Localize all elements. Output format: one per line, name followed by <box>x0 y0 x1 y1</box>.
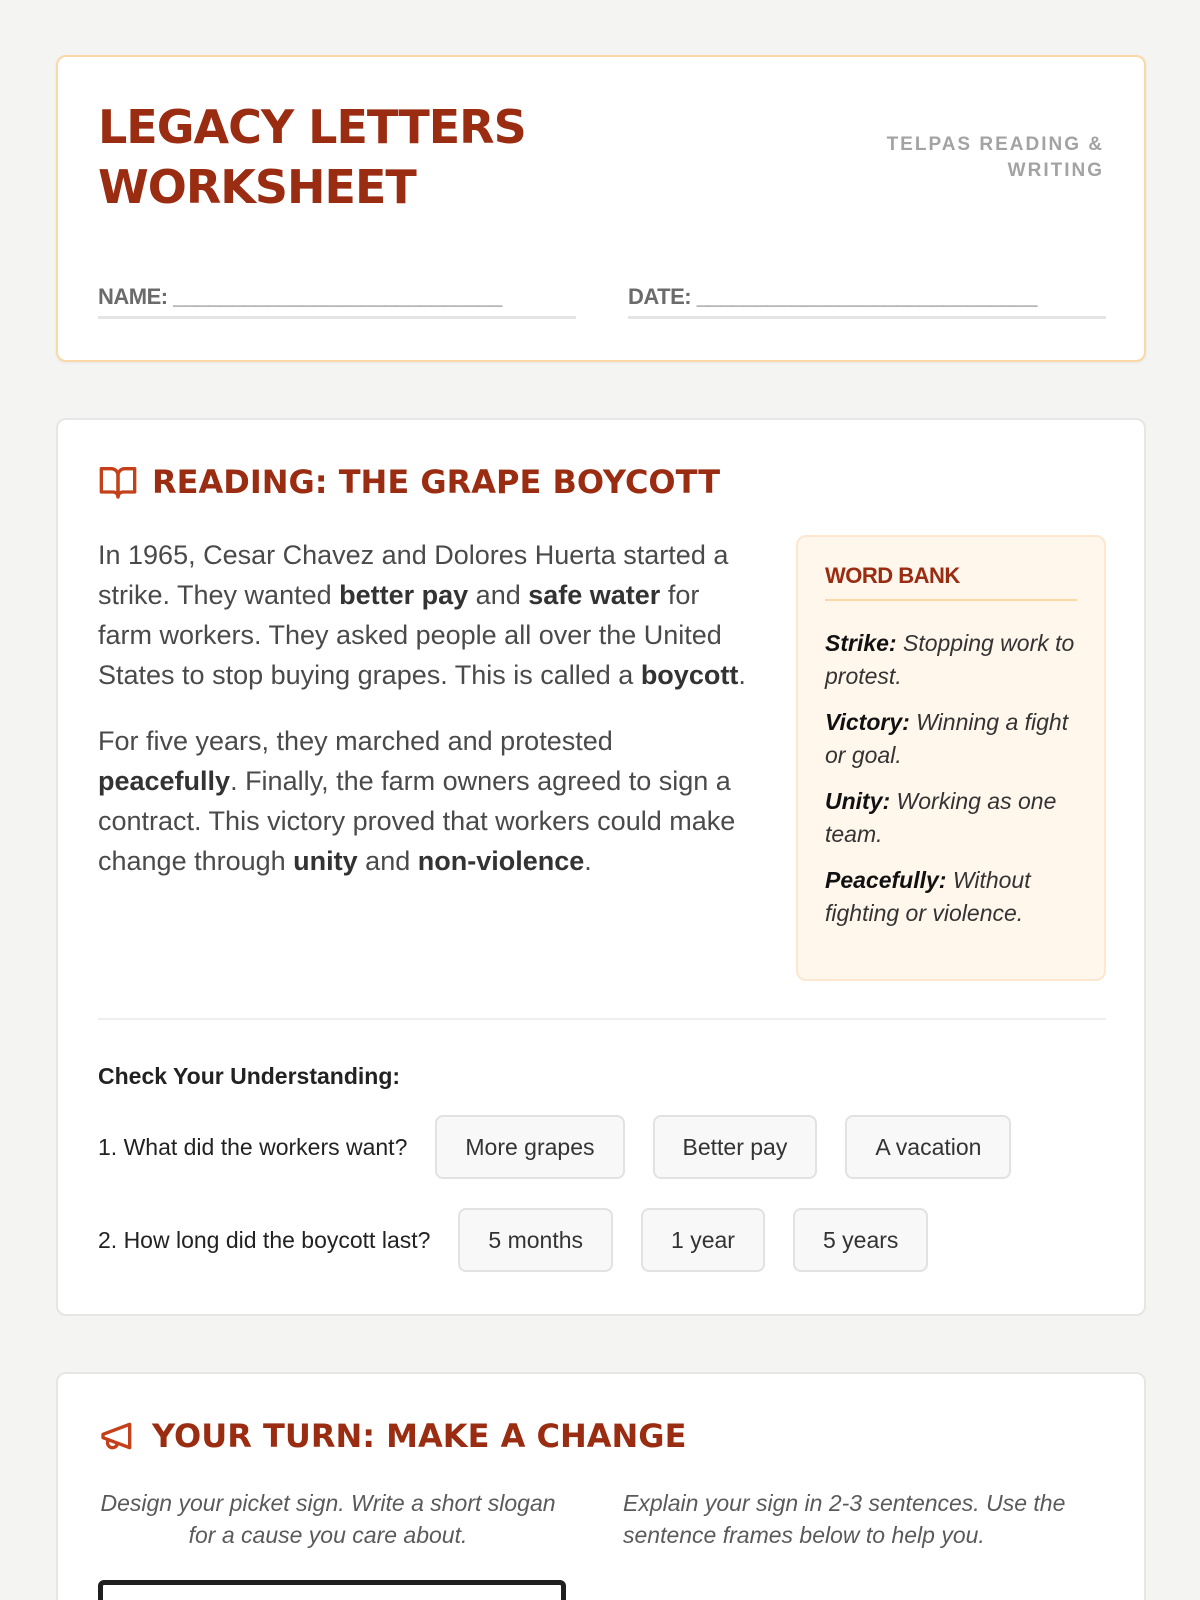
word-bank-item <box>825 864 1077 930</box>
word-bank <box>796 535 1106 981</box>
word-bank-term: Unity: <box>825 788 891 814</box>
answer-option-more-grapes[interactable]: More grapes <box>435 1115 624 1179</box>
answer-option-better-pay[interactable]: Better pay <box>653 1115 818 1179</box>
word-bank-title: WORD BANK <box>825 563 1077 601</box>
passage-text: for farm workers. They asked people all over the United States to stop buying grapes. This is called a <box>98 580 722 690</box>
check-understanding-title: Check Your Understanding: <box>98 1063 401 1089</box>
passage-paragraph <box>98 535 758 695</box>
passage-paragraph <box>98 721 758 881</box>
passage-text: . Finally, the farm owners agreed to sign a contract. This victory proved that workers could make change through <box>98 766 736 876</box>
key-term: peacefully <box>98 766 231 796</box>
passage-text: In 1965, Cesar Chavez and Dolores Huerta started a strike. They wanted <box>98 540 729 610</box>
picket-sign-input[interactable] <box>98 1580 566 1600</box>
key-term: safe water <box>528 580 661 610</box>
divider <box>98 1018 1106 1020</box>
explain-instruction: Explain your sign in 2-3 sentences. Use the sentence frames below to help you. <box>623 1490 1066 1548</box>
key-term: boycott <box>640 660 739 690</box>
question-text: 1. What did the workers want? <box>98 1133 408 1160</box>
your-turn-section-title <box>98 1416 686 1456</box>
book-open-icon <box>98 462 138 502</box>
question-2 <box>98 1208 956 1272</box>
passage-text: and <box>357 846 418 876</box>
word-bank-definition: Stopping work to protest. <box>825 630 1075 689</box>
word-bank-definition: Working as one team. <box>825 788 1057 847</box>
sign-instruction: Design your picket sign. Write a short slogan for a cause you care about. <box>100 1490 556 1548</box>
question-1 <box>98 1115 1039 1179</box>
word-bank-item <box>825 627 1077 693</box>
answer-option-5-months[interactable]: 5 months <box>458 1208 613 1272</box>
word-bank-definition: Winning a fight or goal. <box>825 709 1069 768</box>
passage-text: . <box>738 660 746 690</box>
reading-section-title <box>98 462 720 502</box>
passage-text: . <box>584 846 592 876</box>
reading-title-text: READING: THE GRAPE BOYCOTT <box>152 463 721 501</box>
answer-option-1-year[interactable]: 1 year <box>641 1208 765 1272</box>
your-turn-card <box>56 1372 1146 1600</box>
answer-option-a-vacation[interactable]: A vacation <box>845 1115 1011 1179</box>
name-field[interactable]: NAME: ____________________________ <box>98 272 576 319</box>
word-bank-term: Victory: <box>825 709 910 735</box>
key-term: non-violence <box>417 846 585 876</box>
word-bank-definition: Without fighting or violence. <box>825 867 1031 926</box>
question-text: 2. How long did the boycott last? <box>98 1226 431 1253</box>
passage-text: and <box>468 580 529 610</box>
date-field[interactable]: DATE: _____________________________ <box>628 272 1106 319</box>
word-bank-term: Peacefully: <box>825 867 947 893</box>
key-term: better pay <box>339 580 469 610</box>
megaphone-icon <box>98 1416 138 1456</box>
header-card <box>56 55 1146 362</box>
reading-passage <box>98 535 758 907</box>
passage-text: For five years, they marched and protested <box>98 726 613 756</box>
your-turn-title-text: YOUR TURN: MAKE A CHANGE <box>152 1417 687 1455</box>
worksheet-title: LEGACY LETTERS WORKSHEET <box>98 100 526 214</box>
word-bank-term: Strike: <box>825 630 897 656</box>
word-bank-item <box>825 706 1077 772</box>
answer-option-5-years[interactable]: 5 years <box>793 1208 928 1272</box>
key-term: unity <box>293 846 358 876</box>
worksheet-subtitle: TELPAS READING & WRITING <box>886 134 1104 181</box>
reading-card <box>56 418 1146 1316</box>
word-bank-item <box>825 785 1077 851</box>
